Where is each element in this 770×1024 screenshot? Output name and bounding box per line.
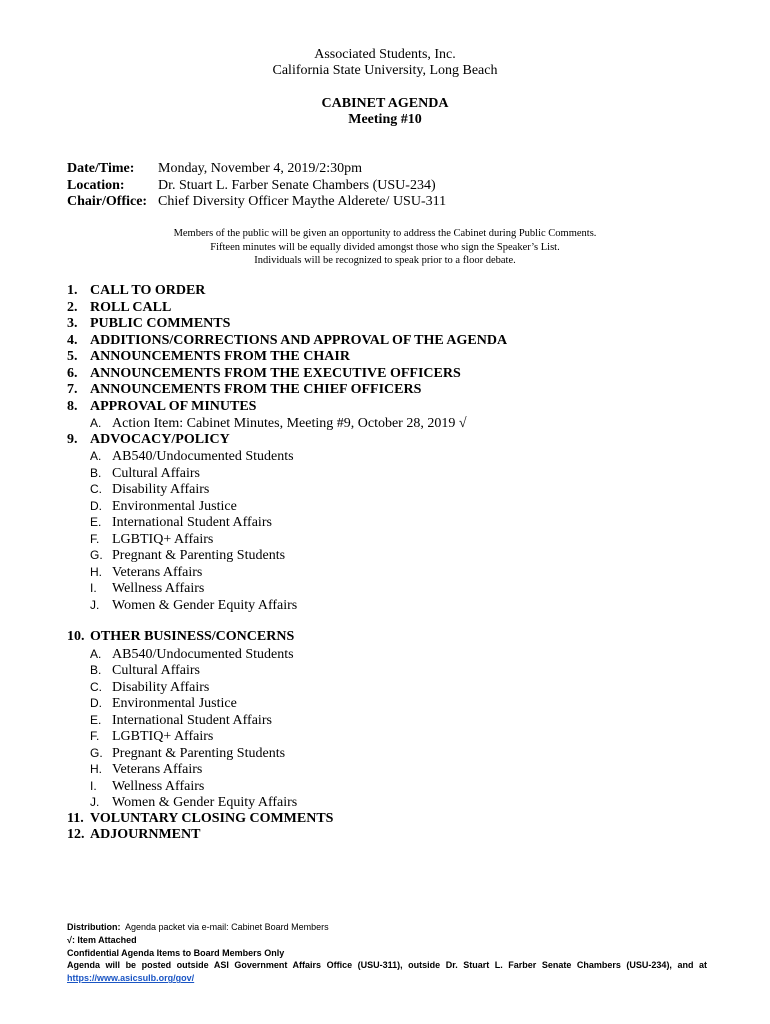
location-row	[67, 178, 446, 195]
sub-item	[67, 514, 507, 531]
sub-item-text: Disability Affairs	[112, 679, 210, 695]
sub-item-letter: E.	[90, 515, 102, 529]
sub-item-text: Veterans Affairs	[112, 564, 203, 580]
sub-item	[67, 646, 507, 663]
agenda-list	[67, 283, 507, 844]
sub-item-text: Women & Gender Equity Affairs	[112, 795, 298, 810]
sub-item-text: AB540/Undocumented Students	[112, 449, 294, 464]
sub-item-letter: E.	[90, 712, 102, 727]
agenda-item-advocacy-policy	[67, 432, 507, 449]
sub-item-letter: H.	[90, 762, 102, 776]
sub-item-letter: G.	[90, 745, 103, 760]
item-number: 9.	[67, 431, 78, 447]
agenda-item-approval-of-minutes	[67, 399, 507, 416]
agenda-item-approval-of-agenda	[67, 333, 507, 350]
sub-item	[67, 662, 507, 679]
sub-item-letter: I.	[90, 778, 97, 793]
item-title: ANNOUNCEMENTS FROM THE EXECUTIVE OFFICERS	[90, 365, 461, 381]
sub-item-letter: C.	[90, 482, 102, 496]
posting-note: Agenda will be posted outside ASI Government Affairs Office (USU-311), outside Dr. Stuart L. Farber Senate Chambers (USU-234), and at	[67, 960, 707, 971]
spacer	[67, 613, 507, 629]
footer	[67, 921, 707, 985]
sub-item-letter: F.	[90, 531, 100, 546]
asi-website-link[interactable]: https://www.asicsulb.org/gov/	[67, 973, 195, 984]
sub-item-text: Cultural Affairs	[112, 465, 201, 481]
notice-line: Members of the public will be given an opportunity to address the Cabinet during Public Comments.	[173, 228, 597, 239]
meeting-number: Meeting #10	[348, 112, 422, 127]
sub-item-text: Pregnant & Parenting Students	[112, 745, 286, 761]
item-number: 10.	[67, 629, 85, 644]
item-title: ADVOCACY/POLICY	[90, 431, 230, 447]
sub-item	[67, 778, 507, 795]
sub-item-letter: J.	[90, 597, 100, 612]
item-number: 11.	[67, 810, 84, 826]
confidential-note: Confidential Agenda Items to Board Members Only	[67, 947, 285, 958]
sub-item-letter: H.	[90, 564, 102, 579]
agenda-item-adjournment	[67, 827, 507, 844]
item-title: ADDITIONS/CORRECTIONS AND APPROVAL OF THE AGENDA	[90, 332, 508, 348]
sub-item	[67, 679, 507, 696]
sub-item-letter: A.	[90, 449, 102, 463]
sub-item	[67, 547, 507, 564]
agenda-item-closing-comments	[67, 811, 507, 828]
sub-item	[67, 728, 507, 745]
sub-item	[67, 745, 507, 762]
sub-item-text: Disability Affairs	[112, 482, 210, 497]
agenda-item-announcements-executive	[67, 366, 507, 383]
sub-item-text: LGBTIQ+ Affairs	[112, 531, 214, 547]
item-title: ADJOURNMENT	[90, 827, 201, 842]
agenda-item-other-business	[67, 629, 507, 646]
sub-item	[67, 794, 507, 811]
sub-item-text: International Student Affairs	[112, 515, 272, 530]
item-number: 7.	[67, 382, 78, 397]
item-number: 12.	[67, 827, 85, 842]
sub-item-text: Wellness Affairs	[112, 581, 205, 596]
item-title: OTHER BUSINESS/CONCERNS	[90, 629, 295, 644]
location-label: Location:	[67, 177, 125, 193]
sub-item-text: International Student Affairs	[112, 712, 272, 728]
item-number: 5.	[67, 349, 78, 364]
agenda-item-roll-call	[67, 300, 507, 317]
sub-item	[67, 531, 507, 548]
sub-item	[67, 712, 507, 729]
sub-item-text: Wellness Affairs	[112, 778, 205, 794]
sub-item-letter: B.	[90, 663, 102, 677]
sub-item	[67, 465, 507, 482]
sub-item-letter: C.	[90, 679, 102, 694]
item-title: ANNOUNCEMENTS FROM THE CHIEF OFFICERS	[90, 382, 422, 397]
sub-item-text: Cultural Affairs	[112, 663, 201, 678]
item-number: 2.	[67, 299, 78, 315]
agenda-item-announcements-chief	[67, 382, 507, 399]
location-value: Dr. Stuart L. Farber Senate Chambers (USU-234)	[158, 177, 436, 193]
item-title: PUBLIC COMMENTS	[90, 316, 231, 331]
item-title: APPROVAL OF MINUTES	[90, 398, 257, 414]
item-title: CALL TO ORDER	[90, 283, 206, 298]
sub-item-letter: A.	[90, 416, 102, 430]
item-title: ANNOUNCEMENTS FROM THE CHAIR	[90, 349, 350, 364]
sub-item-letter: J.	[90, 795, 100, 809]
agenda-item-public-comments	[67, 316, 507, 333]
sub-item-letter: B.	[90, 465, 102, 480]
sub-item	[67, 597, 507, 614]
datetime-label: Date/Time:	[67, 161, 135, 176]
sub-item-letter: D.	[90, 696, 102, 710]
item-number: 1.	[67, 283, 78, 298]
agenda-item-announcements-chair	[67, 349, 507, 366]
sub-item-text: Environmental Justice	[112, 498, 237, 514]
university-name: California State University, Long Beach	[272, 63, 498, 78]
sub-item-text: Pregnant & Parenting Students	[112, 548, 286, 563]
agenda-item-call-to-order	[67, 283, 507, 300]
sub-item-text: Environmental Justice	[112, 696, 237, 711]
sub-item	[67, 481, 507, 498]
sub-item-text: Veterans Affairs	[112, 762, 203, 777]
datetime-value: Monday, November 4, 2019/2:30pm	[158, 161, 363, 176]
item-number: 3.	[67, 316, 78, 331]
sub-item-text: AB540/Undocumented Students	[112, 646, 294, 662]
sub-item-letter: A.	[90, 646, 102, 661]
sub-item-text: LGBTIQ+ Affairs	[112, 729, 214, 744]
chair-value: Chief Diversity Officer Maythe Alderete/ USU-311	[158, 194, 447, 209]
distribution-label: Distribution:	[67, 922, 121, 932]
item-title: VOLUNTARY CLOSING COMMENTS	[90, 810, 334, 826]
item-number: 6.	[67, 365, 78, 381]
distribution-line	[67, 921, 707, 934]
public-notice	[0, 227, 770, 268]
sub-item	[67, 695, 507, 712]
attached-note: √: Item Attached	[67, 934, 137, 945]
sub-item-text: Action Item: Cabinet Minutes, Meeting #9, October 28, 2019 √	[112, 416, 467, 431]
sub-item	[67, 498, 507, 515]
sub-item-letter: G.	[90, 548, 103, 562]
datetime-row	[67, 161, 446, 178]
chair-label: Chair/Office:	[67, 194, 148, 209]
page-title: CABINET AGENDA	[321, 96, 449, 111]
sub-item-letter: D.	[90, 498, 102, 513]
chair-row	[67, 194, 446, 211]
sub-item-action-item	[67, 415, 507, 432]
org-name: Associated Students, Inc.	[314, 47, 456, 62]
sub-item	[67, 761, 507, 778]
sub-item-text: Women & Gender Equity Affairs	[112, 597, 298, 613]
sub-item-letter: F.	[90, 729, 100, 743]
notice-line: Individuals will be recognized to speak prior to a floor debate.	[254, 255, 516, 266]
sub-item	[67, 448, 507, 465]
distribution-value: Agenda packet via e-mail: Cabinet Board Members	[125, 922, 329, 932]
item-number: 4.	[67, 332, 78, 348]
item-number: 8.	[67, 398, 78, 414]
sub-item-letter: I.	[90, 581, 97, 595]
notice-line: Fifteen minutes will be equally divided amongst those who sign the Speaker’s List.	[210, 241, 560, 253]
sub-item	[67, 580, 507, 597]
sub-item	[67, 564, 507, 581]
item-title: ROLL CALL	[90, 299, 172, 315]
meeting-info	[67, 161, 446, 211]
